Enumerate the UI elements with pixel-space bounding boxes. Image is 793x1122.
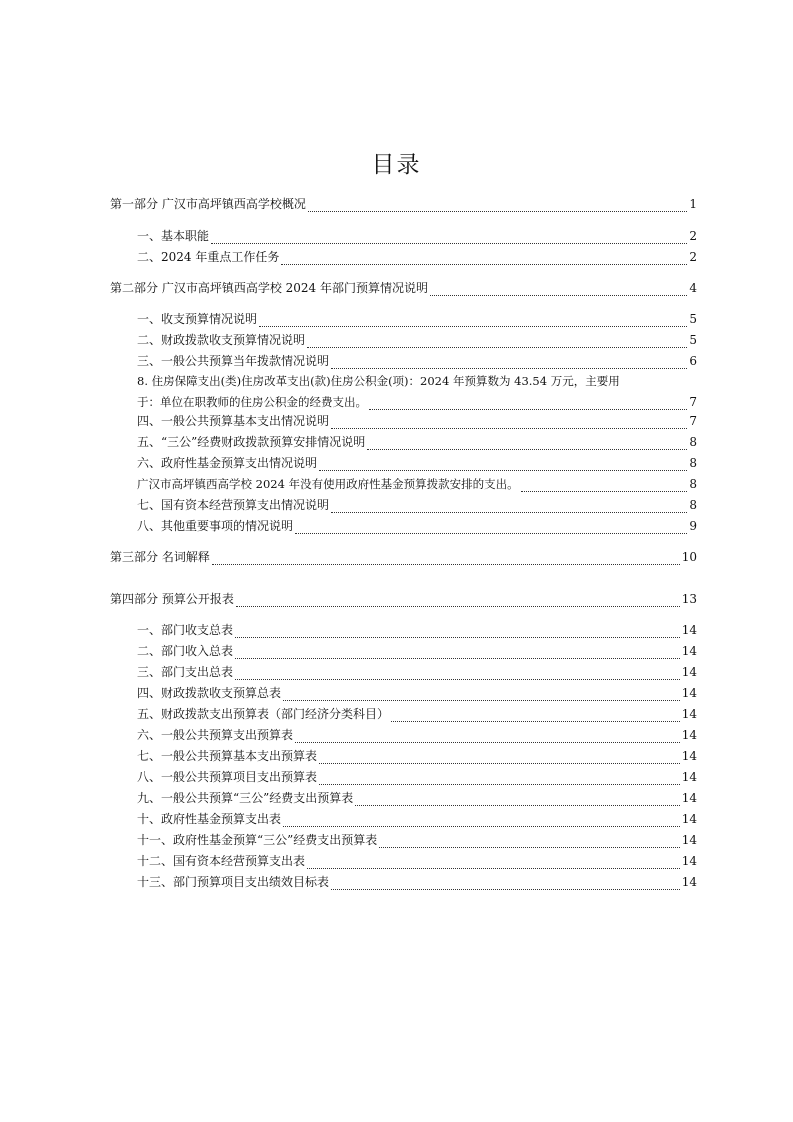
toc-page-number: 14: [681, 791, 697, 805]
toc-leader: [521, 481, 688, 492]
toc-entry[interactable]: [137, 228, 697, 244]
toc-page-number: 7: [689, 414, 697, 428]
toc-page-number: 1: [689, 197, 697, 211]
toc-entry-text: 十、政府性基金预算支出表: [137, 812, 282, 826]
toc-entry-text: 第二部分 广汉市高坪镇西高学校 2024 年部门预算情况说明: [110, 281, 428, 295]
toc-entry-line: [137, 371, 697, 392]
toc-entry-text: 五、“三公”经费财政拨款预算安排情况说明: [137, 435, 366, 449]
toc-page-number: 14: [681, 623, 697, 637]
toc-entry-text: 五、财政拨款支出预算表（部门经济分类科目）: [137, 707, 390, 721]
toc-entry[interactable]: [137, 434, 697, 450]
toc-page-number: 4: [689, 281, 697, 295]
toc-entry[interactable]: [137, 643, 697, 659]
toc-page-number: 8: [689, 435, 697, 449]
toc-page-number: 7: [689, 395, 697, 409]
toc-entry[interactable]: [110, 196, 697, 212]
toc-page-number: 14: [681, 749, 697, 763]
toc-entry[interactable]: [137, 811, 697, 827]
toc-page-number: 14: [681, 812, 697, 826]
toc-entry-text: 六、一般公共预算支出预算表: [137, 728, 294, 742]
toc-entry[interactable]: [110, 549, 697, 565]
toc-entry-text: 8. 住房保障支出(类)住房改革支出(款)住房公积金(项)：2024 年预算数为 43.54 万元，主要用: [137, 374, 620, 388]
toc-entry[interactable]: [137, 874, 697, 890]
toc-leader: [295, 732, 680, 743]
toc-entry-text: 一、部门收支总表: [137, 623, 234, 637]
toc-leader: [331, 879, 680, 890]
toc-leader: [236, 596, 680, 607]
toc-entry-text: 七、国有资本经营预算支出情况说明: [137, 498, 330, 512]
toc-leader: [367, 439, 687, 450]
toc-page-number: 8: [689, 456, 697, 470]
toc-leader: [369, 399, 687, 410]
toc-page-number: 8: [689, 498, 697, 512]
toc-leader: [307, 858, 680, 869]
toc-entry-text: 一、基本职能: [137, 229, 210, 243]
toc-leader: [281, 254, 687, 265]
toc-page-number: 14: [681, 728, 697, 742]
toc-page-number: 14: [681, 665, 697, 679]
toc-entry[interactable]: [137, 518, 697, 534]
toc-leader: [235, 669, 680, 680]
toc-entry[interactable]: [137, 727, 697, 743]
toc-page-number: 8: [689, 477, 697, 491]
toc-page-number: 2: [689, 229, 697, 243]
toc-entry-text: 二、部门收入总表: [137, 644, 234, 658]
toc-entry[interactable]: [137, 769, 697, 785]
toc-page-number: 14: [681, 833, 697, 847]
toc-entry-text: 十三、部门预算项目支出绩效目标表: [137, 875, 330, 889]
toc-page-number: 13: [681, 592, 697, 606]
toc-entry-text: 第三部分 名词解释: [110, 550, 210, 564]
toc-page-number: 2: [689, 250, 697, 264]
toc-leader: [331, 358, 687, 369]
toc-entry-text: 于：单位在职教师的住房公积金的经费支出。: [137, 395, 367, 409]
toc-leader: [355, 795, 679, 806]
toc-leader: [331, 502, 687, 513]
toc-leader: [295, 523, 687, 534]
toc-entry-line: [137, 392, 697, 413]
toc-entry-text: 七、一般公共预算基本支出预算表: [137, 749, 318, 763]
toc-entry-text: 四、财政拨款收支预算总表: [137, 686, 282, 700]
toc-entry-text: 二、财政拨款收支预算情况说明: [137, 333, 306, 347]
toc-entry[interactable]: [137, 748, 697, 764]
toc-entry[interactable]: [137, 455, 697, 471]
toc-entry-text: 八、其他重要事项的情况说明: [137, 519, 294, 533]
toc-entry-text: 十一、政府性基金预算“三公”经费支出预算表: [137, 833, 378, 847]
toc-entry[interactable]: [110, 591, 697, 607]
toc-leader: [379, 837, 679, 848]
toc-leader: [391, 711, 680, 722]
toc-entry[interactable]: [137, 413, 697, 429]
page-title: 目录: [371, 152, 422, 178]
toc-leader: [319, 774, 680, 785]
toc-leader: [212, 554, 680, 565]
toc-entry[interactable]: [137, 249, 697, 265]
toc-leader: [283, 816, 680, 827]
toc-entry-text: 四、一般公共预算基本支出情况说明: [137, 414, 330, 428]
toc-entry-text: 八、一般公共预算项目支出预算表: [137, 770, 318, 784]
toc-leader: [319, 460, 687, 471]
toc-page-number: 5: [689, 312, 697, 326]
toc-entry[interactable]: [137, 706, 697, 722]
toc-leader: [319, 753, 680, 764]
toc-entry[interactable]: [137, 497, 697, 513]
toc-page-number: 14: [681, 686, 697, 700]
toc-entry-text: 三、一般公共预算当年拨款情况说明: [137, 354, 330, 368]
toc-leader: [235, 627, 680, 638]
toc-entry[interactable]: [137, 353, 697, 369]
toc-page-number: 14: [681, 770, 697, 784]
toc-leader: [211, 233, 687, 244]
toc-entry[interactable]: [137, 685, 697, 701]
toc-entry-text: 十二、国有资本经营预算支出表: [137, 854, 306, 868]
toc-entry-multiline[interactable]: [137, 371, 697, 413]
toc-leader: [308, 201, 688, 212]
toc-entry[interactable]: [137, 476, 697, 492]
toc-page-number: 10: [681, 550, 697, 564]
toc-page-number: 6: [689, 354, 697, 368]
toc-entry-text: 六、政府性基金预算支出情况说明: [137, 456, 318, 470]
toc-entry-text: 广汉市高坪镇西高学校 2024 年没有使用政府性基金预算拨款安排的支出。: [137, 477, 519, 491]
toc-entry[interactable]: [137, 790, 697, 806]
toc-entry-text: 三、部门支出总表: [137, 665, 234, 679]
toc-entry[interactable]: [110, 280, 697, 296]
toc-entry-text: 第一部分 广汉市高坪镇西高学校概况: [110, 197, 306, 211]
toc-page-number: 14: [681, 707, 697, 721]
toc-leader: [235, 648, 680, 659]
toc-entry-text: 九、一般公共预算“三公”经费支出预算表: [137, 791, 354, 805]
toc-page-number: 5: [689, 333, 697, 347]
toc-leader: [283, 690, 680, 701]
toc-leader: [307, 337, 687, 348]
toc-entry[interactable]: [137, 622, 697, 638]
toc-entry-text: 二、2024 年重点工作任务: [137, 250, 280, 264]
toc-page-number: 14: [681, 854, 697, 868]
toc-entry[interactable]: [137, 853, 697, 869]
toc-page-number: 9: [689, 519, 697, 533]
toc-entry-text: 一、收支预算情况说明: [137, 312, 258, 326]
toc-entry[interactable]: [137, 664, 697, 680]
toc-entry[interactable]: [137, 832, 697, 848]
toc-entry-text: 第四部分 预算公开报表: [110, 592, 234, 606]
toc-entry[interactable]: [137, 332, 697, 348]
toc-leader: [259, 316, 687, 327]
toc-page-number: 14: [681, 644, 697, 658]
toc-page-number: 14: [681, 875, 697, 889]
toc-leader: [430, 285, 687, 296]
toc-entry[interactable]: [137, 311, 697, 327]
toc-leader: [331, 418, 687, 429]
